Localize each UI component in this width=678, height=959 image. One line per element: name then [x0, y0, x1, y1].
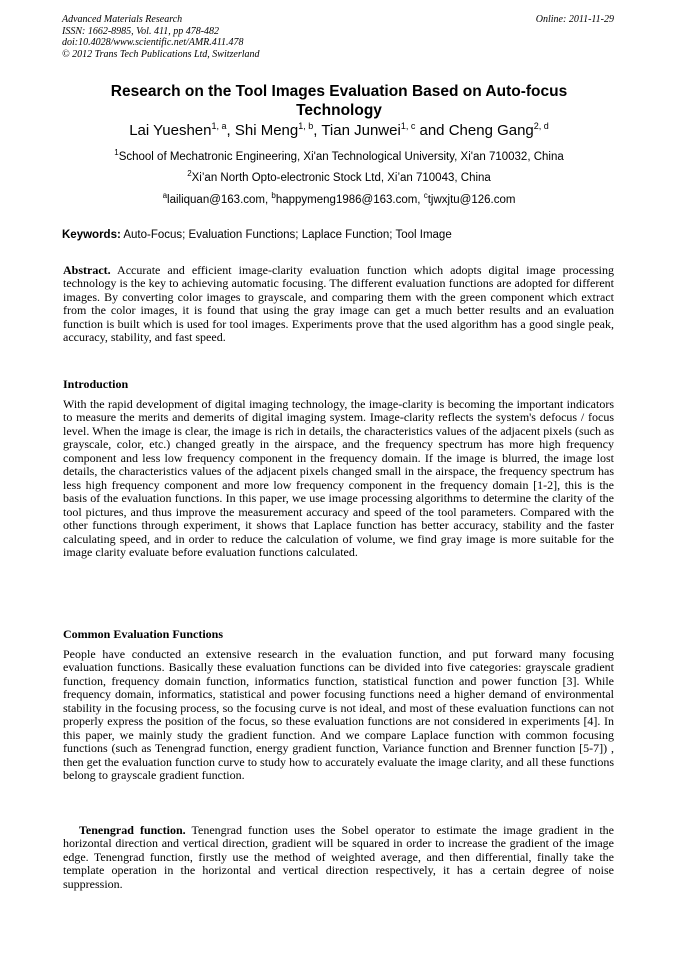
author-affil-mark: 2, d [533, 121, 549, 131]
journal-doi[interactable]: doi:10.4028/www.scientific.net/AMR.411.478 [62, 37, 244, 48]
journal-name: Advanced Materials Research [62, 14, 183, 25]
online-date: Online: 2011-11-29 [535, 14, 614, 25]
journal-copyright: © 2012 Trans Tech Publications Ltd, Switzerland [62, 48, 260, 60]
abstract-label: Abstract. [63, 263, 111, 277]
affiliation-1 [30, 150, 648, 164]
introduction-paragraph: With the rapid development of digital imaging technology, the image-clarity is becoming the important indicators to measure the merits and demerits of digital imaging system. Image-clarity reflects the system's defocus / focus level. When the image is clear, the image is rich in details, the characteristics values of the adjacent pixels (such as grayscale, color, etc.) changed greatly in the airspace, and the frequency spectrum has more high frequency component and less low frequency component in the frequency domain. If the image is blurred, the image lost details, the characteristics values of the adjacent pixels changed small in the airspace, the frequency spectrum has less high frequency component and more low frequency component in the frequency domain [1-2], this is the basis of the evaluation functions. In this paper, we use image processing algorithms to determine the clarity of the tool pictures, and thus improve the measurement accuracy and speed of the tool parameters. Compared with the other functions through experiment, it shows that Laplace function has better accuracy, stability and the faster calculating speed, and in order to reduce the calculation of volume, we find gray image is more suitable for the image clarity evaluate before evaluation functions calculated. [63, 397, 614, 559]
author-name: Shi Meng [234, 122, 299, 139]
journal-issn: ISSN: 1662-8985, Vol. 411, pp 478-482 [62, 25, 220, 37]
email-mark: c [423, 191, 428, 200]
affiliation-2 [30, 171, 648, 185]
keywords [62, 228, 616, 242]
author-name: Tian Junwei [321, 122, 401, 139]
keywords-label: Keywords: [62, 229, 121, 241]
author-separator: and [415, 122, 449, 139]
common-evaluation-paragraph: People have conducted an extensive research in the evaluation function, and put forward many focusing evaluation functions. Basically these evaluation functions can be divided into five categories: grayscale gradient function, frequency domain function, informatics function, statistical function and power function [3]. While frequency domain, informatics, statistical and power focusing functions need a higher demand of environmental stability in the focusing process, so the focusing curve is not ideal, and most of these evaluation functions can not properly express the position of the focus, so these evaluation functions are not considered in experiments [4]. In this paper, we mainly study the gradient function. And we compare Laplace function with common focusing functions (such as Tenengrad function, energy gradient function, Variance function and Brenner function [5-7]) , then get the evaluation function curve to study how to accurately evaluate the image clarity, and all these functions belong to grayscale gradient function. [63, 647, 614, 783]
author-list [40, 122, 638, 140]
affiliation-text: School of Mechatronic Engineering, Xi'an Technological University, Xi'an 710032, China [118, 151, 564, 163]
email-link[interactable]: tjwxjtu@126.com [427, 194, 516, 206]
tenengrad-paragraph [63, 824, 614, 891]
affiliation-mark: 1 [114, 148, 119, 157]
affiliation-text: Xi’an North Opto-electronic Stock Ltd, Xi’an 710043, China [191, 172, 491, 184]
author-name: Cheng Gang [448, 122, 534, 139]
email-link[interactable]: lailiquan@163.com, [167, 194, 272, 206]
affiliation-mark: 2 [187, 169, 192, 178]
section-heading-common-evaluation-functions: Common Evaluation Functions [63, 627, 224, 641]
journal-header [62, 14, 362, 60]
email-mark: a [162, 191, 168, 200]
email-link[interactable]: happymeng1986@163.com, [275, 194, 424, 206]
email-mark: b [271, 191, 276, 200]
abstract-text: Accurate and efficient image-clarity evaluation function which adopts digital image processing technology is the key to achieving automatic focusing. The different evaluation functions are adopted for different images. By converting color images to grayscale, and comparing them with the green component which extract from the color images, it is found that using the gray image can get a much better results and an evaluation function is built which is used for tool images. Experiments prove that the used algorithm has a good single peak, accuracy, stability, and fast speed. [63, 263, 614, 345]
author-affil-mark: 1, b [298, 121, 314, 131]
author-name: Lai Yueshen [129, 122, 212, 139]
abstract [63, 264, 614, 345]
paper-title: Research on the Tool Images Evaluation Based on Auto-focus Technology [110, 83, 568, 119]
author-affil-mark: 1, a [211, 121, 227, 131]
tenengrad-label: Tenengrad function. [79, 823, 186, 837]
author-emails [30, 193, 648, 207]
author-affil-mark: 1, c [400, 121, 416, 131]
author-separator: , [226, 122, 235, 139]
section-heading-introduction: Introduction [63, 377, 129, 391]
author-separator: , [313, 122, 322, 139]
tenengrad-text: Tenengrad function uses the Sobel operator to estimate the image gradient in the horizontal direction and vertical direction, gradient will be squared in order to increase the gradient of the image edge. Tenengrad function, firstly use the method of weighted average, and then differential, finally take the template operation in the horizontal and vertical direction respectively, it has a certain degree of noise suppression. [63, 823, 615, 891]
keywords-text: Auto-Focus; Evaluation Functions; Laplace Function; Tool Image [120, 229, 452, 241]
